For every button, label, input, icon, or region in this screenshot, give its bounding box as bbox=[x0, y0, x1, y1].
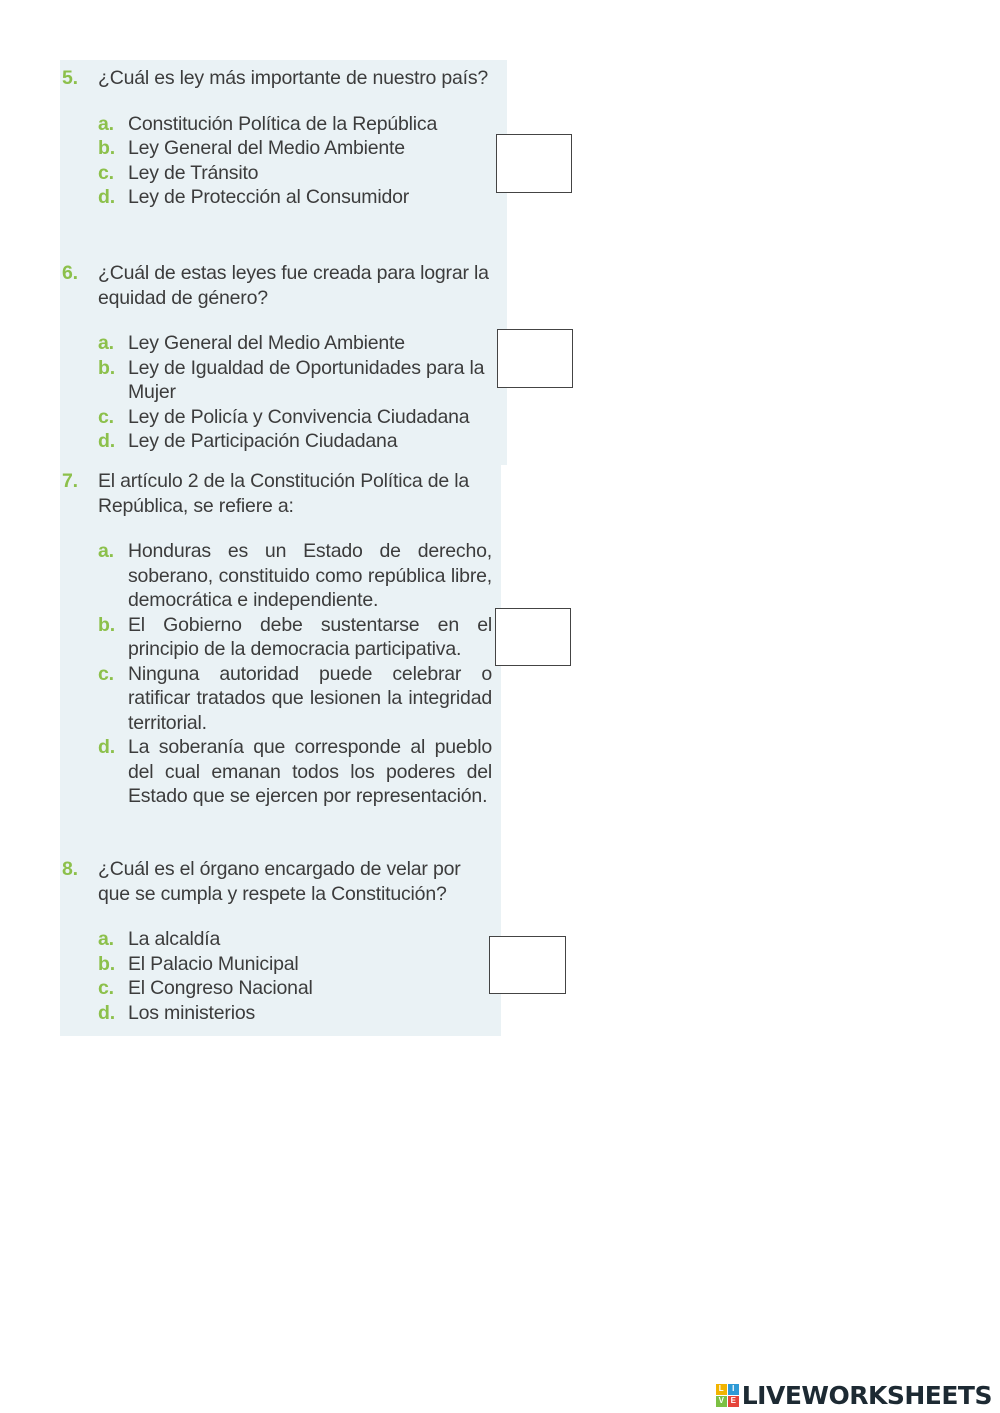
mark-letter: E bbox=[728, 1396, 739, 1407]
option-letter: d. bbox=[98, 736, 115, 758]
mark-letter: I bbox=[728, 1384, 739, 1395]
option-letter: a. bbox=[98, 112, 114, 135]
option-c bbox=[62, 662, 492, 736]
liveworksheets-logo bbox=[716, 1381, 992, 1409]
option-d bbox=[62, 735, 492, 809]
option-b bbox=[62, 613, 492, 662]
answer-box-question-5[interactable] bbox=[496, 134, 572, 193]
option-letter: c. bbox=[98, 662, 114, 685]
option-text: Ley General del Medio Ambiente bbox=[128, 332, 405, 354]
option-d bbox=[62, 429, 492, 454]
options-list bbox=[62, 112, 492, 210]
option-c bbox=[62, 976, 492, 1001]
options-list bbox=[62, 331, 492, 454]
option-b bbox=[62, 356, 492, 405]
mark-letter: L bbox=[716, 1384, 727, 1395]
answer-box-question-6[interactable] bbox=[497, 329, 573, 388]
option-letter: a. bbox=[98, 332, 114, 354]
question-6 bbox=[62, 261, 492, 454]
option-d bbox=[62, 1001, 492, 1026]
options-list bbox=[62, 927, 492, 1025]
question-number: 5. bbox=[62, 67, 78, 89]
option-text: La soberanía que corresponde al pueblo del cual emanan todos los poderes del Estado que se ejercen por representación. bbox=[128, 736, 492, 807]
option-letter: b. bbox=[98, 952, 115, 975]
question-number: 6. bbox=[62, 262, 78, 284]
option-c bbox=[62, 405, 492, 430]
option-letter: d. bbox=[98, 186, 115, 208]
option-text: Constitución Política de la República bbox=[128, 112, 438, 135]
option-text: El Congreso Nacional bbox=[128, 977, 313, 999]
option-letter: c. bbox=[98, 977, 114, 999]
option-b bbox=[62, 136, 492, 161]
option-text: Ley de Participación Ciudadana bbox=[128, 430, 398, 452]
options-list bbox=[62, 539, 492, 809]
question-number: 8. bbox=[62, 858, 78, 880]
option-text: Ninguna autoridad puede celebrar o ratificar tratados que lesionen la integridad territorial. bbox=[128, 662, 492, 734]
option-text: Ley de Protección al Consumidor bbox=[128, 186, 410, 208]
option-text: Ley de Igualdad de Oportunidades para la Mujer bbox=[128, 356, 485, 403]
question-text: El artículo 2 de la Constitución Política de la República, se refiere a: bbox=[98, 470, 470, 517]
option-letter: b. bbox=[98, 137, 115, 159]
option-a bbox=[62, 539, 492, 613]
question-text: ¿Cuál es el órgano encargado de velar por que se cumpla y respete la Constitución? bbox=[98, 858, 461, 905]
option-c bbox=[62, 161, 492, 186]
option-letter: c. bbox=[98, 405, 114, 428]
question-text: ¿Cuál es ley más importante de nuestro país? bbox=[98, 67, 489, 89]
option-text: La alcaldía bbox=[128, 928, 221, 950]
option-text: El Palacio Municipal bbox=[128, 952, 299, 975]
question-number: 7. bbox=[62, 470, 78, 492]
answer-box-question-8[interactable] bbox=[489, 936, 566, 994]
option-text: Ley General del Medio Ambiente bbox=[128, 137, 405, 159]
option-text: Ley de Policía y Convivencia Ciudadana bbox=[128, 405, 470, 428]
option-letter: b. bbox=[98, 356, 115, 379]
option-letter: d. bbox=[98, 430, 115, 452]
question-7 bbox=[62, 469, 492, 809]
option-a bbox=[62, 112, 492, 137]
brand-name: LIVEWORKSHEETS bbox=[741, 1380, 992, 1410]
option-text: Ley de Tránsito bbox=[128, 161, 259, 184]
option-text: El Gobierno debe sustentarse en el principio de la democracia participativa. bbox=[128, 613, 492, 660]
question-text: ¿Cuál de estas leyes fue creada para lograr la equidad de género? bbox=[98, 262, 489, 309]
option-letter: c. bbox=[98, 161, 114, 184]
option-letter: d. bbox=[98, 1001, 115, 1024]
option-text: Honduras es un Estado de derecho, soberano, constituido como república libre, democrática e independiente. bbox=[128, 540, 492, 611]
option-letter: a. bbox=[98, 540, 114, 562]
option-letter: a. bbox=[98, 928, 114, 950]
option-letter: b. bbox=[98, 613, 115, 636]
option-b bbox=[62, 952, 492, 977]
liveworksheets-mark-icon bbox=[716, 1384, 739, 1407]
option-a bbox=[62, 331, 492, 356]
option-a bbox=[62, 927, 492, 952]
question-8 bbox=[62, 857, 492, 1025]
option-d bbox=[62, 185, 492, 210]
question-5 bbox=[62, 66, 492, 210]
answer-box-question-7[interactable] bbox=[495, 608, 571, 666]
mark-letter: V bbox=[716, 1396, 727, 1407]
option-text: Los ministerios bbox=[128, 1001, 256, 1024]
